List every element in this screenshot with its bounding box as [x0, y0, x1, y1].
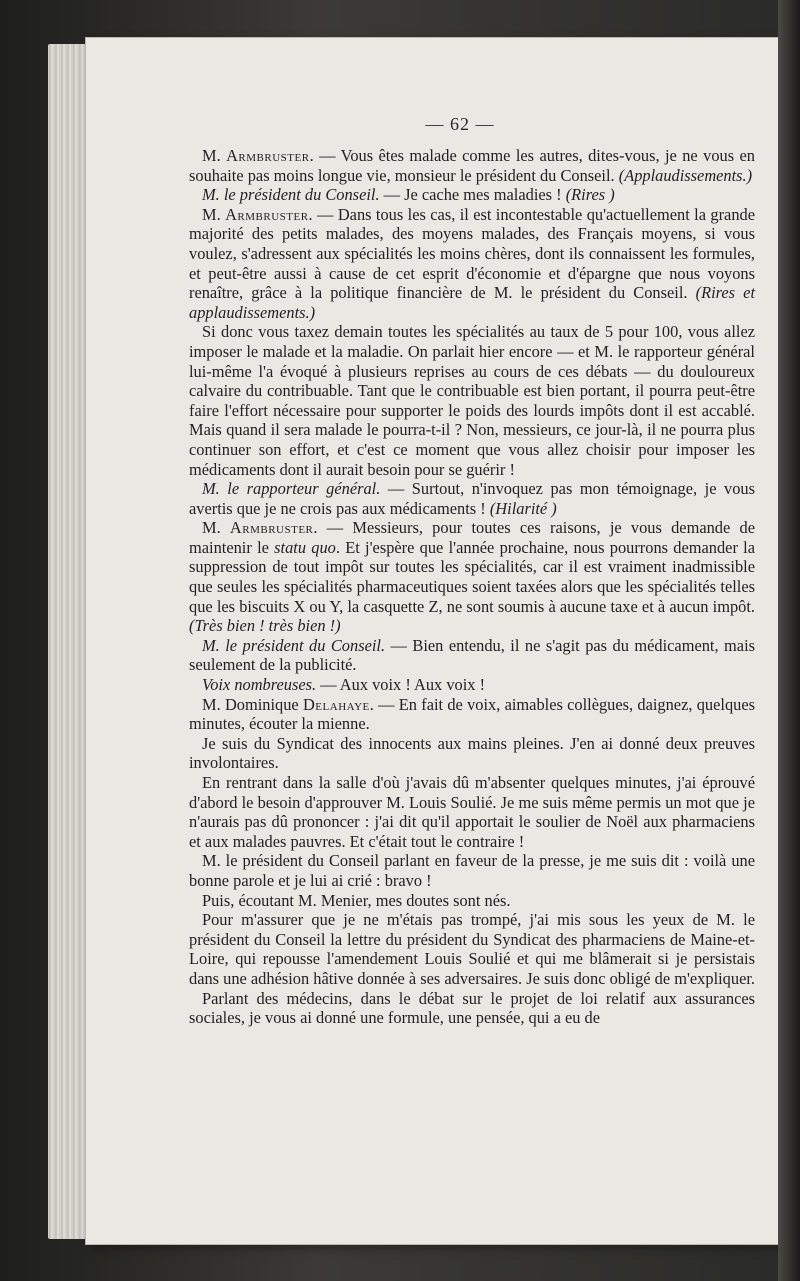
paragraph: [189, 205, 755, 323]
text-run: Pour m'assurer que je ne m'étais pas trompé, j'ai mis sous les yeux de M. le président du Conseil la lettre du président du Syndicat des pharmaciens de Maine-et-Loire, qui repousse l'amendement Louis Soulié et qui me blâmerait si je persistais dans une adhésion hâtive donnée à ses adversaires. Je suis donc obligé de m'expliquer.: [189, 910, 755, 988]
italic-text: statu quo: [274, 537, 336, 557]
text-run: . — Dans tous les cas, il est incontestable qu'actuellement la grande majorité des petits malades, des moyens malades, des Français moyens, si vous voulez, s'adressent aux spécialités les moins chères, dont ils connaissent les formules, et peut-être aussi à cause de cet esprit d'économie et d'épargne que nous voyons renaître, grâce à la politique financière de M. le président du Conseil.: [189, 204, 755, 303]
text-run: . Et j'espère que l'année prochaine, nous pourrons demander la suppression de tout impôt sur toutes les spécialités, car il est vraiment inadmissible que seules les spécialités pharmaceutiques soient taxées alors que les spécialités telles que les biscuits X ou Y, la casquette Z, ne sont soumis à aucune taxe et à aucun impôt.: [189, 537, 755, 616]
text-run: M.: [202, 146, 227, 165]
text-run: Je suis du Syndicat des innocents aux mains pleines. J'en ai donné deux preuves involontaires.: [189, 733, 755, 773]
paragraph: [189, 695, 755, 734]
paragraph: [189, 734, 755, 773]
text-run: M. Dominique: [202, 694, 303, 714]
body-text: [189, 146, 755, 1028]
text-run: M.: [202, 518, 230, 538]
italic-text: Voix nombreuses.: [202, 675, 317, 695]
paragraph: [189, 910, 755, 988]
paragraph: [189, 518, 755, 636]
italic-text: M. le président du Conseil.: [202, 185, 380, 205]
italic-text: (Rires et applaudissements.): [189, 283, 756, 322]
scanner-edge: [778, 0, 800, 1281]
text-run: . — Vous êtes malade comme les autres, dites-vous, je ne vous en souhaite pas moins longue vie, monsieur le président du Conseil.: [189, 146, 755, 185]
italic-text: (Applaudissements.): [618, 165, 753, 185]
text-run: M. le président du Conseil parlant en faveur de la presse, je me suis dit : voilà une bonne parole et je lui ai crié : bravo !: [189, 851, 755, 890]
text-run: — Aux voix ! Aux voix !: [316, 675, 486, 695]
italic-text: (Hilarité ): [489, 498, 557, 518]
italic-text: M. le président du Conseil.: [202, 635, 386, 655]
speaker-name: Armbruster: [226, 146, 310, 165]
speaker-name: Armbruster: [225, 204, 309, 224]
text-run: Si donc vous taxez demain toutes les spécialités au taux de 5 pour 100, vous allez imposer le malade et la maladie. On parlait hier encore — et M. le rapporteur général lui-même l'a évoqué à plusieurs reprises au cours de ces débats — du douloureux calvaire du contribuable. Tant que le contribuable est bien portant, il pourra peut-être faire l'effort nécessaire pour supporter le poids des lourds impôts dont il est accablé. Mais quand il sera malade le pourra-t-il ? Non, messieurs, ce jour-là, il ne pourra plus continuer son effort, et c'est ce moment que vous allez choisir pour imposer les médicaments dont il aurait besoin pour se guérir !: [189, 322, 755, 479]
text-run: — Je cache mes maladies !: [379, 185, 566, 205]
italic-text: (Très bien ! très bien !): [189, 616, 341, 636]
paragraph: [189, 851, 755, 890]
page-number: — 62 —: [425, 114, 495, 134]
paragraph: [189, 479, 755, 518]
text-run: . — Messieurs, pour toutes ces raisons, je vous demande de maintenir le: [189, 518, 755, 557]
text-run: M.: [202, 204, 226, 224]
paragraph: [189, 989, 755, 1028]
speaker-name: Delahaye: [302, 694, 370, 714]
text-run: — Surtout, n'invoquez pas mon témoignage, je vous avertis que je ne crois pas aux médicaments !: [189, 479, 756, 518]
speaker-name: Armbruster: [229, 518, 314, 538]
text-run: — Bien entendu, il ne s'agit pas du médicament, mais seulement de la publicité.: [189, 635, 756, 675]
text-run: Parlant des médecins, dans le débat sur le projet de loi relatif aux assurances sociales, je vous ai donné une formule, une pensée, qui a eu de: [189, 988, 755, 1028]
paragraph: [189, 773, 755, 851]
text-run: En rentrant dans la salle d'où j'avais dû m'absenter quelques minutes, j'ai éprouvé d'abord le besoin d'approuver M. Louis Soulié. Je me suis même permis un mot que je n'aurais pas dû prononcer : j'ai dit qu'il apportait le soulier de Noël aux pharmaciens et aux malades pauvres. Et c'était tout le contraire !: [189, 773, 755, 851]
paragraph: [189, 322, 755, 479]
italic-text: M. le rapporteur général.: [202, 479, 381, 499]
paragraph: [189, 675, 755, 695]
paragraph: [189, 185, 755, 205]
text-run: . — En fait de voix, aimables collègues, daignez, quelques minutes, écouter la mienne.: [189, 694, 755, 734]
paragraph: [189, 146, 755, 185]
text-run: Puis, écoutant M. Menier, mes doutes sont nés.: [202, 890, 511, 910]
paragraph: [189, 636, 755, 675]
italic-text: (Rires ): [565, 185, 615, 205]
paragraph: [189, 891, 755, 911]
